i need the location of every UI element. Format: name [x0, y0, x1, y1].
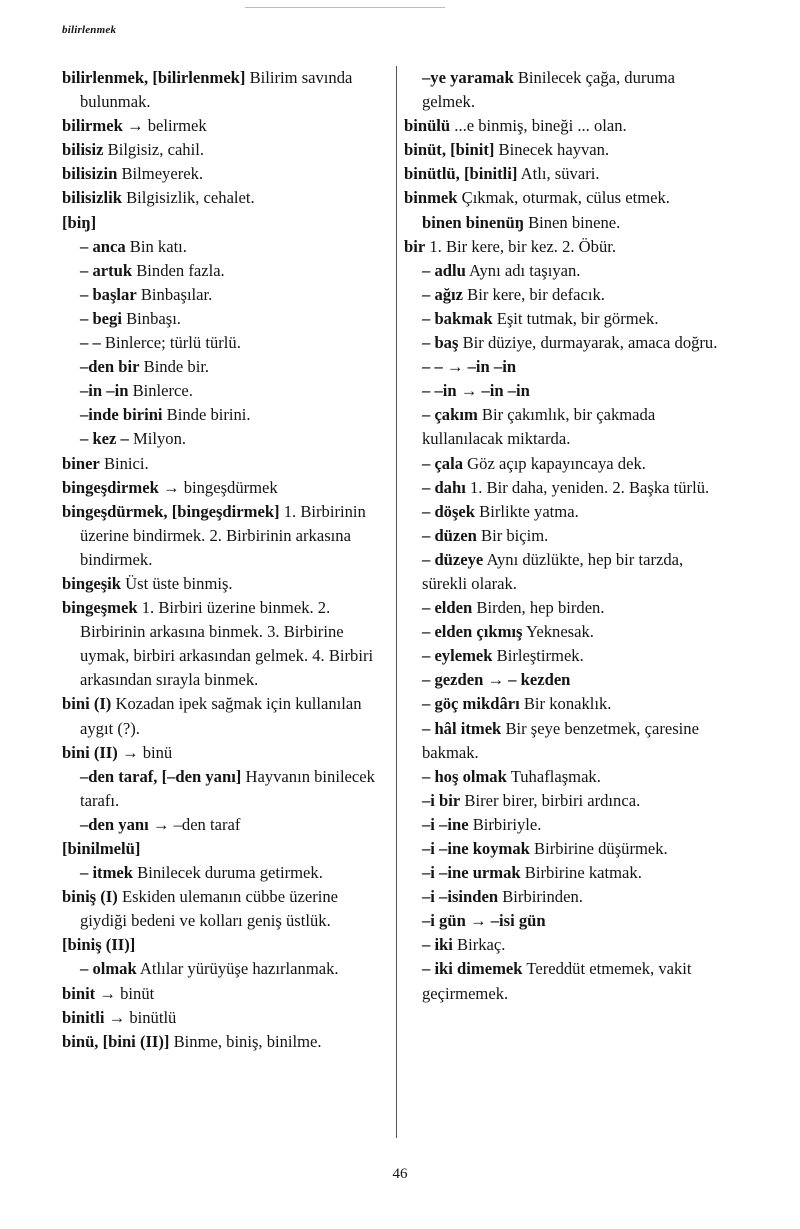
- entry-definition: Birden, hep birden.: [472, 598, 605, 618]
- entry-headword: bini (II): [62, 742, 118, 762]
- entry-definition: Binecek hayvan.: [494, 140, 610, 160]
- dictionary-entry: [404, 66, 730, 114]
- entry-definition: Binbaşı.: [121, 308, 181, 328]
- entry-headword: – çakım: [422, 405, 478, 425]
- dictionary-entry: [62, 331, 388, 355]
- entry-definition: Milyon.: [128, 429, 187, 449]
- dictionary-entry: [62, 379, 388, 403]
- entry-headword: – anca: [80, 236, 126, 256]
- dictionary-entry: [404, 861, 730, 885]
- dictionary-entry: [404, 668, 730, 692]
- dictionary-entry: [404, 548, 730, 596]
- entry-definition: Bir şeye benzetmek, çaresine bakmak.: [422, 718, 699, 762]
- dictionary-entry: [62, 283, 388, 307]
- dictionary-entry: [62, 427, 388, 451]
- entry-headword: –in –in: [80, 381, 129, 401]
- entry-headword: bingeşdürmek, [bingeşdirmek]: [62, 501, 280, 521]
- page-number: 46: [392, 1166, 408, 1182]
- entry-definition: Binici.: [99, 453, 149, 473]
- entry-headword: – bakmak: [422, 308, 493, 328]
- entry-headword: bilirlenmek, [bilirlenmek]: [62, 68, 246, 87]
- dictionary-entry: [404, 138, 730, 162]
- entry-definition: Atlılar yürüyüşe hazırlanmak.: [136, 959, 339, 979]
- dictionary-entry: [404, 476, 730, 500]
- entry-definition: ...e binmiş, bineği ... olan.: [450, 116, 627, 136]
- entry-headword: –i –ine: [422, 814, 469, 834]
- entry-headword: –inde birini: [80, 405, 163, 425]
- entry-definition: Yeknesak.: [522, 622, 594, 642]
- dictionary-entry: [404, 186, 730, 210]
- entry-definition: → binütlü: [104, 1007, 177, 1027]
- entry-definition: 1. Birbirinin üzerine bindirmek. 2. Birbirinin arkasına bindirmek.: [80, 501, 366, 569]
- dictionary-entry: [404, 452, 730, 476]
- entry-definition: Binde bir.: [139, 357, 210, 377]
- entry-definition: Atlı, süvari.: [517, 164, 600, 184]
- dictionary-entry: [404, 957, 730, 1005]
- dictionary-entry: [62, 114, 388, 138]
- dictionary-entry: [404, 379, 730, 403]
- entry-headword: [biŋ]: [62, 212, 97, 232]
- dictionary-entry: [62, 885, 388, 933]
- entry-headword: –i –ine urmak: [422, 863, 521, 883]
- entry-headword: bingeşdirmek: [62, 477, 159, 497]
- entry-definition: Üst üste binmiş.: [121, 573, 233, 593]
- entry-headword: – baş: [422, 333, 459, 353]
- entry-headword: – iki: [422, 935, 453, 955]
- dictionary-entry: [62, 307, 388, 331]
- dictionary-entry: [62, 500, 388, 572]
- dictionary-entry: [404, 885, 730, 909]
- entry-definition: Binde birini.: [162, 405, 251, 425]
- entry-headword: – kez –: [80, 429, 129, 449]
- entry-headword: – hoş olmak: [422, 766, 507, 786]
- dictionary-entry: [404, 211, 730, 235]
- dictionary-entry: [62, 235, 388, 259]
- entry-definition: → –den taraf: [148, 814, 241, 834]
- entry-headword: – iki dimemek: [422, 959, 523, 979]
- dictionary-entry: [62, 596, 388, 692]
- dictionary-entry: [62, 355, 388, 379]
- entry-headword: – itmek: [80, 863, 133, 883]
- entry-definition: Binme, biniş, binilme.: [169, 1031, 322, 1051]
- dictionary-entry: [404, 500, 730, 524]
- entry-headword: –den yanı: [80, 814, 149, 834]
- dictionary-entry: [404, 235, 730, 259]
- entry-headword: – döşek: [422, 501, 476, 521]
- entry-definition: → bingeşdürmek: [158, 477, 278, 497]
- dictionary-entry: [62, 692, 388, 740]
- dictionary-entry: [62, 572, 388, 596]
- entry-definition: Bir düziye, durmayarak, amaca doğru.: [458, 333, 718, 353]
- entry-definition: Tereddüt etmemek, vakit geçirmemek.: [422, 959, 692, 1003]
- entry-headword: – düzeye: [422, 549, 484, 569]
- entry-headword: bilisiz: [62, 140, 104, 160]
- dictionary-entry: [404, 813, 730, 837]
- entry-headword: – gezden → – kezden: [422, 670, 571, 690]
- entry-headword: binülü: [404, 116, 451, 136]
- entry-headword: bilisizin: [62, 164, 118, 184]
- dictionary-entry: [404, 933, 730, 957]
- entry-headword: – artuk: [80, 260, 133, 280]
- dictionary-entry: [404, 717, 730, 765]
- entry-definition: 1. Bir daha, yeniden. 2. Başka türlü.: [465, 477, 710, 497]
- entry-definition: Bir kere, bir defacık.: [463, 284, 605, 304]
- entry-definition: Aynı adı taşıyan.: [465, 260, 581, 280]
- entry-definition: Binlerce.: [128, 381, 193, 401]
- dictionary-entry: [404, 307, 730, 331]
- entry-headword: –den bir: [80, 357, 140, 377]
- entry-definition: Göz açıp kapayıncaya dek.: [463, 453, 646, 473]
- dictionary-entry: [404, 596, 730, 620]
- entry-headword: binütlü, [binitli]: [404, 164, 518, 184]
- entry-headword: –i bir: [422, 790, 461, 810]
- entry-definition: Kozadan ipek sağmak için kullanılan aygıt (?).: [80, 694, 362, 738]
- entry-headword: bilisizlik: [62, 188, 122, 208]
- entry-definition: → belirmek: [122, 116, 207, 136]
- entry-definition: Birbiriyle.: [468, 814, 542, 834]
- entry-definition: Aynı düzlükte, hep bir tarzda, sürekli olarak.: [422, 549, 684, 593]
- dictionary-entry: [404, 283, 730, 307]
- entry-headword: –ye yaramak: [422, 68, 514, 87]
- entry-headword: – dahı: [422, 477, 466, 497]
- entry-definition: Hayvanın binilecek tarafı.: [80, 766, 375, 810]
- dictionary-entry: [404, 162, 730, 186]
- dictionary-entry: [62, 138, 388, 162]
- entry-definition: Tuhaflaşmak.: [506, 766, 601, 786]
- column-divider: [396, 66, 397, 1138]
- entry-definition: Bir konaklık.: [519, 694, 612, 714]
- entry-definition: 1. Bir kere, bir kez. 2. Öbür.: [425, 236, 616, 256]
- entry-definition: Eşit tutmak, bir görmek.: [492, 308, 659, 328]
- dictionary-entry: [404, 765, 730, 789]
- entry-definition: Binilecek çağa, duruma gelmek.: [422, 68, 675, 112]
- entry-headword: – – → –in –in: [422, 357, 517, 377]
- entry-headword: – elden çıkmış: [422, 622, 523, 642]
- dictionary-entry: [62, 813, 388, 837]
- entry-definition: Eskiden ulemanın cübbe üzerine giydiği bedeni ve kolları geniş üstlük.: [80, 887, 339, 931]
- dictionary-entry: [62, 162, 388, 186]
- entry-headword: bini (I): [62, 694, 112, 714]
- dictionary-entry: [62, 1006, 388, 1030]
- entry-definition: Bilgisizlik, cehalet.: [121, 188, 255, 208]
- entry-definition: → binüt: [95, 983, 155, 1003]
- dictionary-entry: [62, 211, 388, 235]
- dictionary-entry: [62, 66, 388, 114]
- dictionary-entry: [404, 355, 730, 379]
- dictionary-entry: [62, 765, 388, 813]
- entry-headword: binit: [62, 983, 96, 1003]
- entry-headword: – –: [80, 333, 101, 353]
- left-column: [62, 66, 388, 1054]
- entry-headword: – çala: [422, 453, 464, 473]
- entry-headword: – elden: [422, 598, 473, 618]
- entry-definition: Birbirine katmak.: [520, 863, 642, 883]
- entry-headword: –i –ine koymak: [422, 839, 530, 858]
- entry-definition: Birbirinden.: [498, 887, 583, 907]
- dictionary-entry: [62, 982, 388, 1006]
- dictionary-entry: [404, 837, 730, 861]
- entry-definition: Birkaç.: [452, 935, 506, 955]
- entry-headword: – göç mikdârı: [422, 694, 520, 714]
- right-column: [404, 66, 730, 1006]
- dictionary-entry: [62, 259, 388, 283]
- entry-headword: [binilmelü]: [62, 839, 141, 858]
- entry-headword: –i –isinden: [422, 887, 499, 907]
- entry-definition: Binden fazla.: [132, 260, 225, 280]
- entry-definition: Bilgisiz, cahil.: [103, 140, 204, 160]
- dictionary-entry: [62, 403, 388, 427]
- entry-headword: binitli: [62, 1007, 105, 1027]
- dictionary-entry: [62, 741, 388, 765]
- entry-headword: – begi: [80, 308, 122, 328]
- entry-definition: Bilirim savında bulunmak.: [80, 68, 353, 112]
- entry-definition: Birleştirmek.: [492, 646, 584, 666]
- entry-headword: – olmak: [80, 959, 137, 979]
- entry-headword: binü, [bini (II)]: [62, 1031, 170, 1051]
- entry-headword: biner: [62, 453, 100, 473]
- dictionary-entry: [404, 692, 730, 716]
- running-header: bilirlenmek: [62, 24, 117, 36]
- dictionary-entry: [404, 114, 730, 138]
- entry-headword: – hâl itmek: [422, 718, 502, 738]
- entry-headword: –i gün → –isi gün: [422, 911, 546, 931]
- dictionary-entry: [62, 186, 388, 210]
- entry-headword: bingeşik: [62, 573, 122, 593]
- entry-definition: Bir çakımlık, bir çakmada kullanılacak miktarda.: [422, 405, 656, 449]
- entry-definition: Binilecek duruma getirmek.: [133, 863, 323, 883]
- dictionary-entry: [404, 331, 730, 355]
- entry-headword: biniş (I): [62, 887, 118, 907]
- entry-headword: [biniş (II)]: [62, 935, 136, 955]
- entry-definition: Binen binene.: [523, 212, 621, 232]
- entry-definition: Binbaşılar.: [136, 284, 213, 304]
- entry-definition: 1. Birbiri üzerine binmek. 2. Birbirinin arkasına binmek. 3. Birbirine uymak, birbiri arkasından gelmek. 4. Birbiri arkasından sırayla binmek.: [80, 598, 374, 690]
- dictionary-entry: [404, 620, 730, 644]
- entry-definition: Binlerce; türlü türlü.: [100, 333, 241, 353]
- entry-headword: binmek: [404, 188, 458, 208]
- dictionary-entry: [62, 837, 388, 861]
- entry-definition: Birlikte yatma.: [475, 501, 579, 521]
- entry-headword: bilirmek: [62, 116, 123, 136]
- entry-headword: bir: [404, 236, 426, 256]
- dictionary-entry: [62, 1030, 388, 1054]
- dictionary-entry: [62, 452, 388, 476]
- entry-headword: – ağız: [422, 284, 464, 304]
- dictionary-entry: [404, 789, 730, 813]
- entry-definition: Bilmeyerek.: [117, 164, 204, 184]
- entry-headword: bingeşmek: [62, 598, 138, 618]
- entry-headword: –den taraf, [–den yanı]: [80, 766, 242, 786]
- dictionary-entry: [62, 933, 388, 957]
- dictionary-entry: [404, 403, 730, 451]
- dictionary-entry: [404, 259, 730, 283]
- entry-definition: Bin katı.: [125, 236, 187, 256]
- entry-headword: – –in → –in –in: [422, 381, 530, 401]
- entry-definition: → binü: [117, 742, 173, 762]
- entry-definition: Birer birer, birbiri ardınca.: [460, 790, 641, 810]
- entry-headword: binüt, [binit]: [404, 140, 495, 160]
- dictionary-entry: [62, 476, 388, 500]
- dictionary-entry: [404, 524, 730, 548]
- dictionary-entry: [62, 957, 388, 981]
- dictionary-entry: [404, 644, 730, 668]
- dictionary-entry: [62, 861, 388, 885]
- dictionary-entry: [404, 909, 730, 933]
- entry-definition: Birbirine düşürmek.: [529, 839, 668, 858]
- top-edge-mark: [245, 7, 445, 8]
- entry-definition: Çıkmak, oturmak, cülus etmek.: [457, 188, 670, 208]
- entry-definition: Bir biçim.: [476, 525, 549, 545]
- entry-headword: – düzen: [422, 525, 477, 545]
- entry-headword: – adlu: [422, 260, 466, 280]
- entry-headword: – eylemek: [422, 646, 493, 666]
- entry-headword: – başlar: [80, 284, 137, 304]
- entry-headword: binen binenüŋ: [422, 212, 524, 232]
